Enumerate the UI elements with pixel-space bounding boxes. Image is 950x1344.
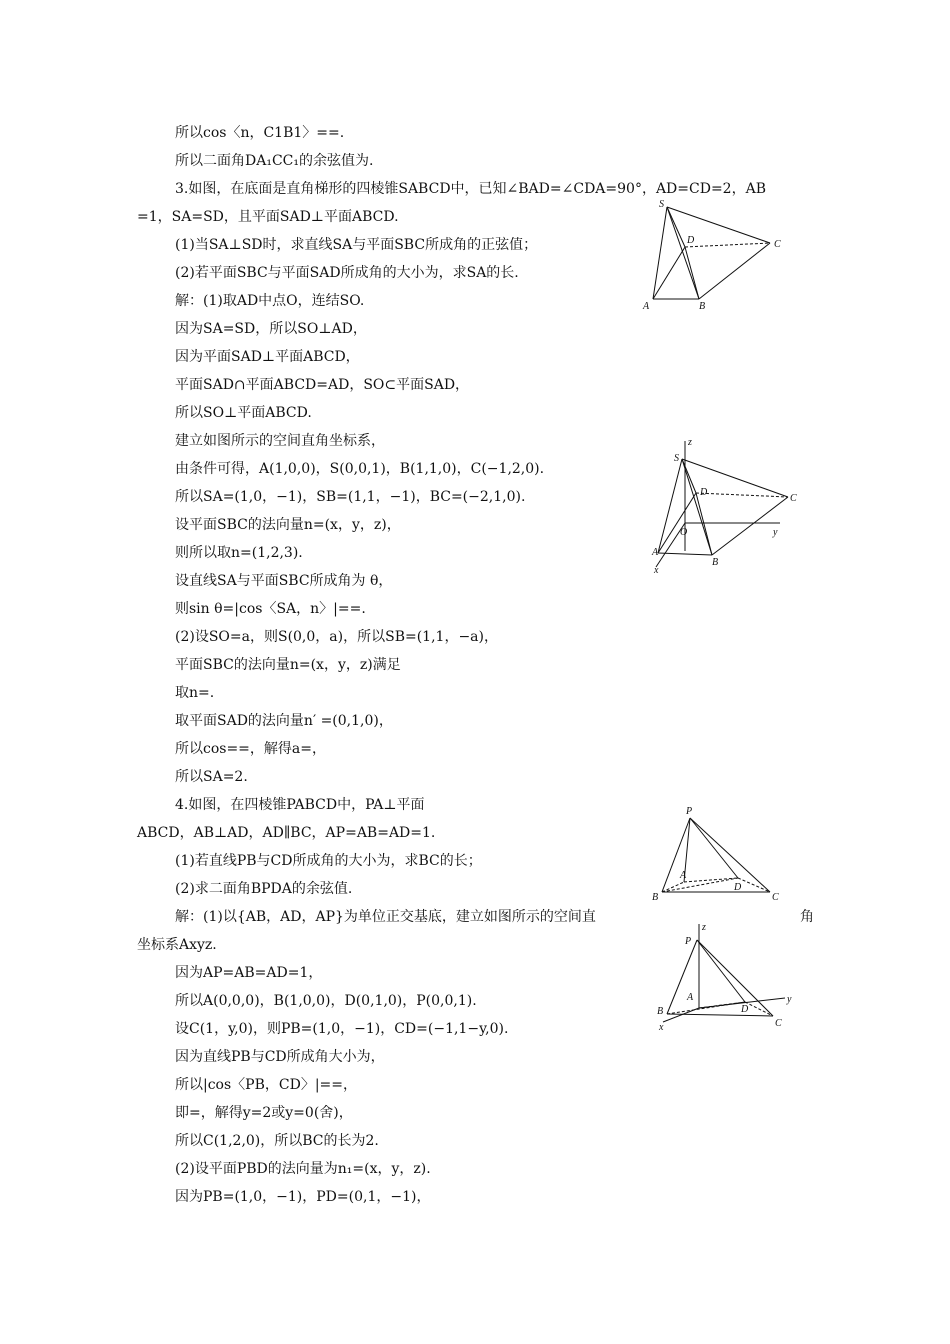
text-line: =1，SA=SD，且平面SAD⊥平面ABCD. xyxy=(137,209,399,225)
label-z: z xyxy=(702,922,706,933)
label-a: A xyxy=(680,870,687,881)
label-b: B xyxy=(699,301,706,312)
text-line: 设C(1，y,0)，则PB=(1,0，−1)，CD=(−1,1−y,0). xyxy=(175,1021,509,1037)
label-y: y xyxy=(787,994,792,1005)
text-line: 坐标系Axyz. xyxy=(137,937,217,953)
text-line: 因为直线PB与CD所成角大小为， xyxy=(175,1049,385,1065)
label-b: B xyxy=(657,1006,664,1017)
label-d: D xyxy=(741,1004,749,1015)
text-line: 所以C(1,2,0)，所以BC的长为2. xyxy=(175,1133,379,1149)
pyramid-figure-1 xyxy=(635,195,795,315)
label-b: B xyxy=(652,892,659,903)
label-o: O xyxy=(680,527,688,538)
text-line: 因为SA=SD，所以SO⊥AD， xyxy=(175,321,367,337)
text-line: (2)设平面PBD的法向量为n₁=(x，y，z). xyxy=(175,1161,431,1177)
text-line: 设平面SBC的法向量n=(x，y，z)， xyxy=(175,517,401,533)
label-p: P xyxy=(686,806,693,817)
label-d: D xyxy=(687,235,695,246)
label-a: A xyxy=(687,992,694,1003)
text-line: 取平面SAD的法向量n′ =(0,1,0)， xyxy=(175,713,393,729)
label-c: C xyxy=(774,239,781,250)
text-line: (1)若直线PB与CD所成角的大小为，求BC的长； xyxy=(175,853,482,869)
label-c: C xyxy=(772,892,779,903)
text-line: 3.如图，在底面是直角梯形的四棱锥SABCD中，已知∠BAD=∠CDA=90°，AD=CD=2，AB xyxy=(175,181,766,197)
label-a: A xyxy=(643,301,650,312)
text-line: 即=，解得y=2或y=0(舍)， xyxy=(175,1105,353,1121)
text-line: 角 xyxy=(800,909,814,925)
label-y: y xyxy=(773,527,778,538)
text-line: 因为PB=(1,0，−1)，PD=(0,1，−1)， xyxy=(175,1189,431,1205)
pyramid-figure-3 xyxy=(648,802,798,907)
text-line: (2)设SO=a，则S(0,0，a)，所以SB=(1,1，−a)， xyxy=(175,629,498,645)
pyramid-coordinate-figure-4 xyxy=(655,918,800,1033)
label-s: S xyxy=(674,453,679,464)
text-line: (1)当SA⊥SD时，求直线SA与平面SBC所成角的正弦值； xyxy=(175,237,538,253)
text-line: 则所以取n=(1,2,3). xyxy=(175,545,303,561)
label-s: S xyxy=(659,199,664,210)
label-p: P xyxy=(685,936,692,947)
text-line: 4.如图，在四棱锥PABCD中，PA⊥平面 xyxy=(175,797,425,813)
text-line: 所以SA=2. xyxy=(175,769,248,785)
label-c: C xyxy=(775,1018,782,1029)
text-line: 由条件可得，A(1,0,0)，S(0,0,1)，B(1,1,0)，C(−1,2,0). xyxy=(175,461,545,477)
label-d: D xyxy=(734,882,742,893)
text-line: 所以|cos〈PB，CD〉|==， xyxy=(175,1077,357,1093)
label-x: x xyxy=(654,565,659,575)
label-c: C xyxy=(790,493,797,504)
pyramid-coordinate-figure-2 xyxy=(640,435,805,575)
text-line: (2)求二面角BPDA的余弦值. xyxy=(175,881,353,897)
label-z: z xyxy=(688,437,692,448)
text-line: 所以SO⊥平面ABCD. xyxy=(175,405,312,421)
label-b: B xyxy=(712,557,719,568)
text-line: 所以cos〈n，C1B1〉==. xyxy=(175,125,345,141)
text-line: 所以二面角DA₁CC₁的余弦值为. xyxy=(175,153,374,169)
text-line: 平面SBC的法向量n=(x，y，z)满足 xyxy=(175,657,401,673)
text-line: 平面SAD∩平面ABCD=AD，SO⊂平面SAD， xyxy=(175,377,470,393)
text-line: 所以A(0,0,0)，B(1,0,0)，D(0,1,0)，P(0,0,1). xyxy=(175,993,477,1009)
text-line: 因为AP=AB=AD=1， xyxy=(175,965,323,981)
text-line: 设直线SA与平面SBC所成角为 θ， xyxy=(175,573,393,589)
text-line: 所以cos==，解得a=， xyxy=(175,741,326,757)
text-line: (2)若平面SBC与平面SAD所成角的大小为，求SA的长. xyxy=(175,265,519,281)
text-line: 解：(1)以{AB，AD，AP}为单位正交基底，建立如图所示的空间直 xyxy=(175,909,596,925)
label-d: D xyxy=(700,487,708,498)
text-line: 所以SA=(1,0，−1)，SB=(1,1，−1)，BC=(−2,1,0). xyxy=(175,489,526,505)
text-line: 因为平面SAD⊥平面ABCD， xyxy=(175,349,360,365)
text-line: ABCD，AB⊥AD，AD∥BC，AP=AB=AD=1. xyxy=(137,825,436,841)
text-line: 取n=. xyxy=(175,685,215,701)
label-x: x xyxy=(659,1022,664,1033)
text-line: 解：(1)取AD中点O，连结SO. xyxy=(175,293,365,309)
label-a: A xyxy=(652,547,659,558)
text-line: 则sin θ=|cos〈SA，n〉|==. xyxy=(175,601,366,617)
text-line: 建立如图所示的空间直角坐标系， xyxy=(175,433,385,449)
